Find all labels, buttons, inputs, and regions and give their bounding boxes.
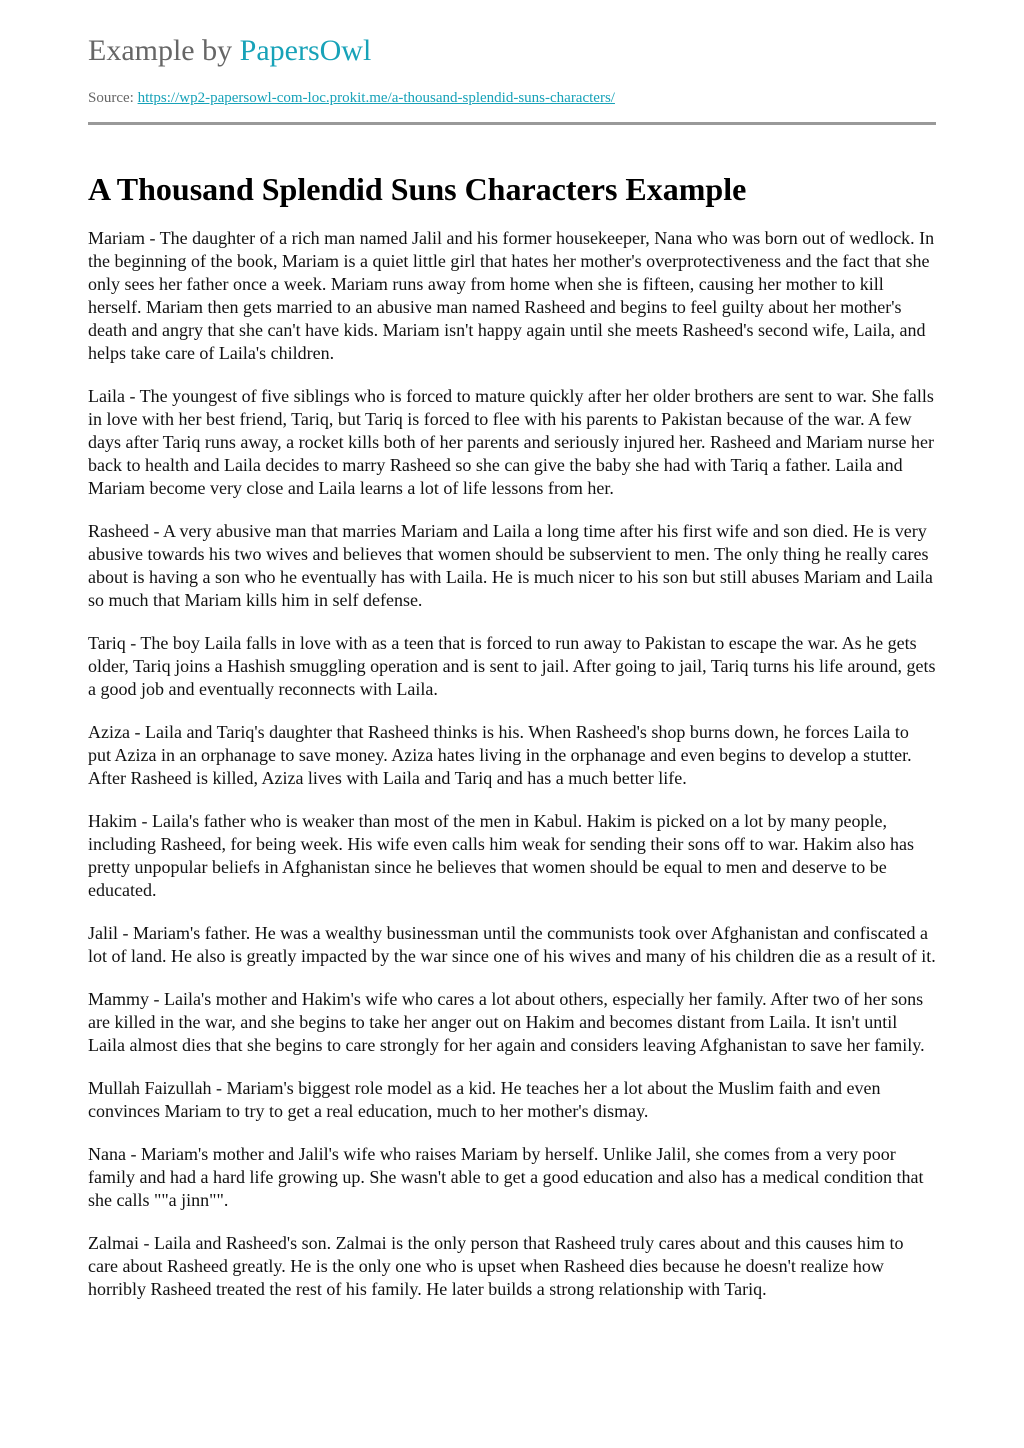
paragraph-hakim: Hakim - Laila's father who is weaker than most of the men in Kabul. Hakim is picked on a lot by many people, including Rasheed, for being week. His wife even calls him weak for sending their sons off to war. Hakim also has pretty unpopular beliefs in Afghanistan since he believes that women should be equal to men and deserve to be educated. bbox=[88, 811, 914, 900]
paragraph-rasheed: Rasheed - A very abusive man that marries Mariam and Laila a long time after his first wife and son died. He is very abusive towards his two wives and believes that women should be subservient to men. The only thing he really cares about is having a son who he eventually has with Laila. He is much nicer to his son but still abuses Mariam and Laila so much that Mariam kills him in self defense. bbox=[88, 521, 933, 610]
paragraph-jalil: Jalil - Mariam's father. He was a wealthy businessman until the communists took over Afghanistan and confiscated a lot of land. He also is greatly impacted by the war since one of his wives and many of his children die as a result of it. bbox=[88, 923, 936, 966]
brand-prefix: Example by bbox=[88, 34, 240, 67]
document-page bbox=[88, 0, 936, 1321]
document-title: A Thousand Splendid Suns Characters Example bbox=[88, 171, 747, 207]
paragraph-mammy: Mammy - Laila's mother and Hakim's wife who cares a lot about others, especially her family. After two of her sons are killed in the war, and she begins to take her anger out on Hakim and becomes distant from Laila. It isn't until Laila almost dies that she begins to care strongly for her again and considers leaving Afghanistan to save her family. bbox=[88, 989, 925, 1055]
paragraph-laila: Laila - The youngest of five siblings who is forced to mature quickly after her older brothers are sent to war. She falls in love with her best friend, Tariq, but Tariq is forced to flee with his parents to Pakistan because of the war. A few days after Tariq runs away, a rocket kills both of her parents and seriously injured her. Rasheed and Mariam nurse her back to health and Laila decides to marry Rasheed so she can give the baby she had with Tariq a father. Laila and Mariam become very close and Laila learns a lot of life lessons from her. bbox=[88, 386, 934, 498]
source-label: Source: bbox=[88, 90, 138, 106]
paragraph-zalmai: Zalmai - Laila and Rasheed's son. Zalmai is the only person that Rasheed truly cares about and this causes him to care about Rasheed greatly. He is the only one who is upset when Rasheed dies because he doesn't realize how horribly Rasheed treated the rest of his family. He later builds a strong relationship with Tariq. bbox=[88, 1233, 904, 1299]
brand-name-link[interactable]: PapersOwl bbox=[239, 34, 372, 67]
source-link[interactable]: https://wp2-papersowl-com-loc.prokit.me/a-thousand-splendid-suns-characters/ bbox=[137, 90, 615, 106]
brand-header bbox=[88, 32, 936, 70]
paragraph-mullah-faizullah: Mullah Faizullah - Mariam's biggest role model as a kid. He teaches her a lot about the Muslim faith and even convinces Mariam to try to get a real education, much to her mother's dismay. bbox=[88, 1078, 881, 1121]
document-body bbox=[88, 227, 936, 1301]
paragraph-tariq: Tariq - The boy Laila falls in love with as a teen that is forced to run away to Pakistan to escape the war. As he gets older, Tariq joins a Hashish smuggling operation and is sent to jail. After going to jail, Tariq turns his life around, gets a good job and eventually reconnects with Laila. bbox=[88, 633, 936, 699]
source-line bbox=[88, 88, 936, 108]
paragraph-nana: Nana - Mariam's mother and Jalil's wife who raises Mariam by herself. Unlike Jalil, she comes from a very poor family and had a hard life growing up. She wasn't able to get a good education and also has a medical condition that she calls ""a jinn"". bbox=[88, 1144, 924, 1210]
header-divider bbox=[88, 122, 936, 125]
paragraph-aziza: Aziza - Laila and Tariq's daughter that Rasheed thinks is his. When Rasheed's shop burns down, he forces Laila to put Aziza in an orphanage to save money. Aziza hates living in the orphanage and even begins to develop a stutter. After Rasheed is killed, Aziza lives with Laila and Tariq and has a much better life. bbox=[88, 722, 912, 788]
paragraph-mariam: Mariam - The daughter of a rich man named Jalil and his former housekeeper, Nana who was born out of wedlock. In the beginning of the book, Mariam is a quiet little girl that hates her mother's overprotectiveness and the fact that she only sees her father once a week. Mariam runs away from home when she is fifteen, causing her mother to kill herself. Mariam then gets married to an abusive man named Rasheed and begins to feel guilty about her mother's death and angry that she can't have kids. Mariam isn't happy again until she meets Rasheed's second wife, Laila, and helps take care of Laila's children. bbox=[88, 228, 935, 363]
